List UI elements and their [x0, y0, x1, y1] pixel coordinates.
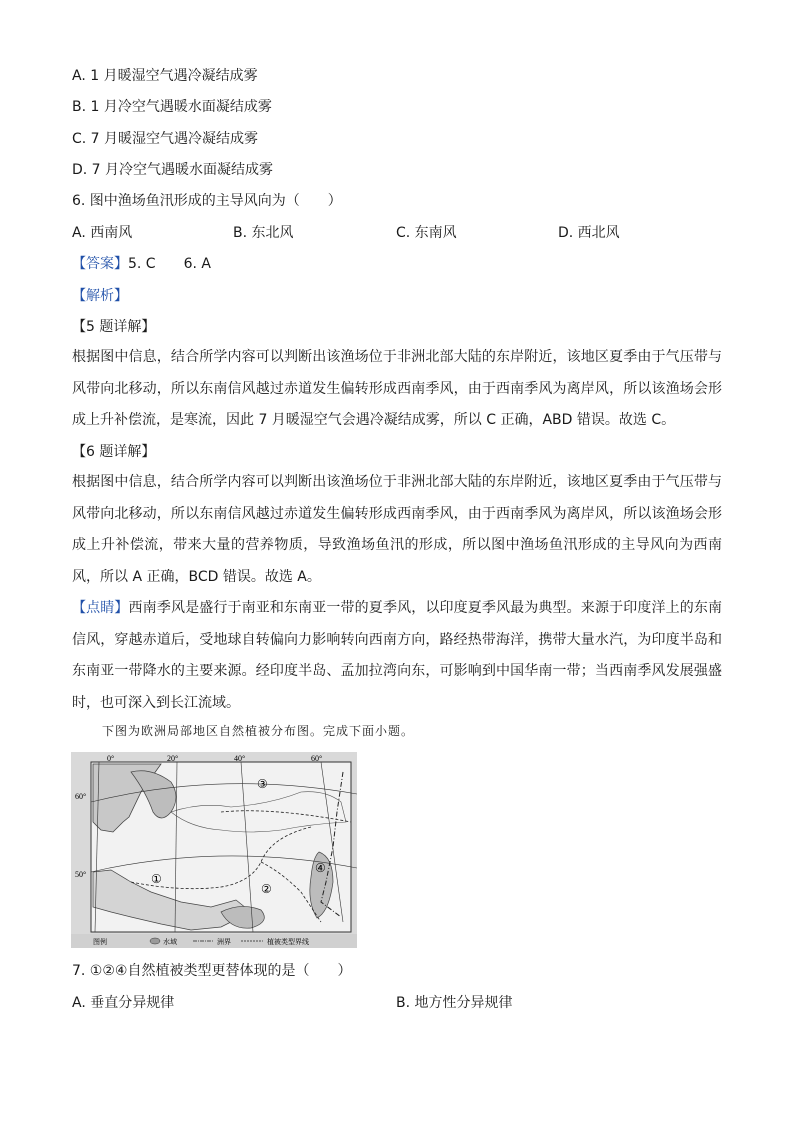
europe-vegetation-map: [71, 752, 357, 948]
q5-option-d: D. 7 月冷空气遇暖水面凝结成雾: [72, 162, 274, 178]
answer-text: 5. C 6. A: [128, 256, 211, 272]
note-paragraph: [72, 593, 722, 719]
q6-option-a: A. 西南风: [72, 225, 133, 241]
analysis-tag: 【解析】: [72, 288, 128, 304]
detail-5-text: 根据图中信息，结合所学内容可以判断出该渔场位于非洲北部大陆的东岸附近，该地区夏季由于气压带与风带向北移动，所以东南信风越过赤道发生偏转形成西南季风，由于西南季风为离岸风，所以该渔场会形成上升补偿流，是寒流，因此 7 月暖湿空气会遇冷凝结成雾，所以 C 正确，ABD 错误。故选 C。: [72, 349, 722, 428]
lat-label-50: 50°: [75, 870, 87, 879]
zone-1-marker: ①: [151, 872, 162, 886]
legend-water-label: 水域: [163, 938, 177, 946]
lon-label-40: 40°: [234, 754, 246, 763]
legend-water-swatch: [150, 938, 160, 944]
q5-option-b: B. 1 月冷空气遇暖水面凝结成雾: [72, 99, 272, 115]
answer-tag: 【答案】: [72, 256, 128, 272]
zone-2-marker: ②: [261, 882, 272, 896]
detail-5-tag: 【5 题详解】: [72, 319, 156, 335]
zone-4-marker: ④: [315, 861, 326, 875]
q6-option-c: C. 东南风: [396, 225, 457, 241]
q6-option-d: D. 西北风: [558, 225, 620, 241]
q6-option-b: B. 东北风: [233, 225, 294, 241]
answer-line: [72, 254, 211, 274]
legend-title: 图例: [93, 938, 107, 946]
lon-label-60: 60°: [311, 754, 323, 763]
q7-option-b: B. 地方性分异规律: [396, 995, 513, 1011]
q5-option-a: A. 1 月暖湿空气遇冷凝结成雾: [72, 68, 258, 84]
q5-option-c: C. 7 月暖湿空气遇冷凝结成雾: [72, 131, 259, 147]
q7-stem: 7. ①②④自然植被类型更替体现的是（ ）: [72, 963, 352, 979]
legend-boundary-label: 洲界: [217, 938, 231, 946]
zone-3-marker: ③: [257, 777, 268, 791]
q6-stem: 6. 图中渔场鱼汛形成的主导风向为（ ）: [72, 193, 342, 209]
lat-label-60: 60°: [75, 792, 87, 801]
q7-option-a: A. 垂直分异规律: [72, 995, 175, 1011]
lon-label-0: 0°: [107, 754, 115, 763]
legend-veg-label: 植被类型界线: [267, 938, 309, 946]
note-tag: 【点睛】: [72, 600, 129, 616]
legend-strip: [71, 934, 357, 948]
lon-label-20: 20°: [167, 754, 179, 763]
map-caption: 下图为欧洲局部地区自然植被分布图。完成下面小题。: [102, 724, 415, 738]
detail-6-tag: 【6 题详解】: [72, 444, 156, 460]
detail-6-text: 根据图中信息，结合所学内容可以判断出该渔场位于非洲北部大陆的东岸附近，该地区夏季由于气压带与风带向北移动，所以东南信风越过赤道发生偏转形成西南季风，由于西南季风为离岸风，所以该渔场会形成上升补偿流，带来大量的营养物质，导致渔场鱼汛的形成，所以图中渔场鱼汛形成的主导风向为西南风，所以 A 正确，BCD 错误。故选 A。: [72, 474, 722, 585]
note-text: 西南季风是盛行于南亚和东南亚一带的夏季风，以印度夏季风最为典型。来源于印度洋上的东南信风，穿越赤道后，受地球自转偏向力影响转向西南方向，路经热带海洋，携带大量水汽，为印度半岛和东南亚一带降水的主要来源。经印度半岛、孟加拉湾向东，可影响到中国华南一带；当西南季风发展强盛时，也可深入到长江流域。: [72, 600, 723, 711]
